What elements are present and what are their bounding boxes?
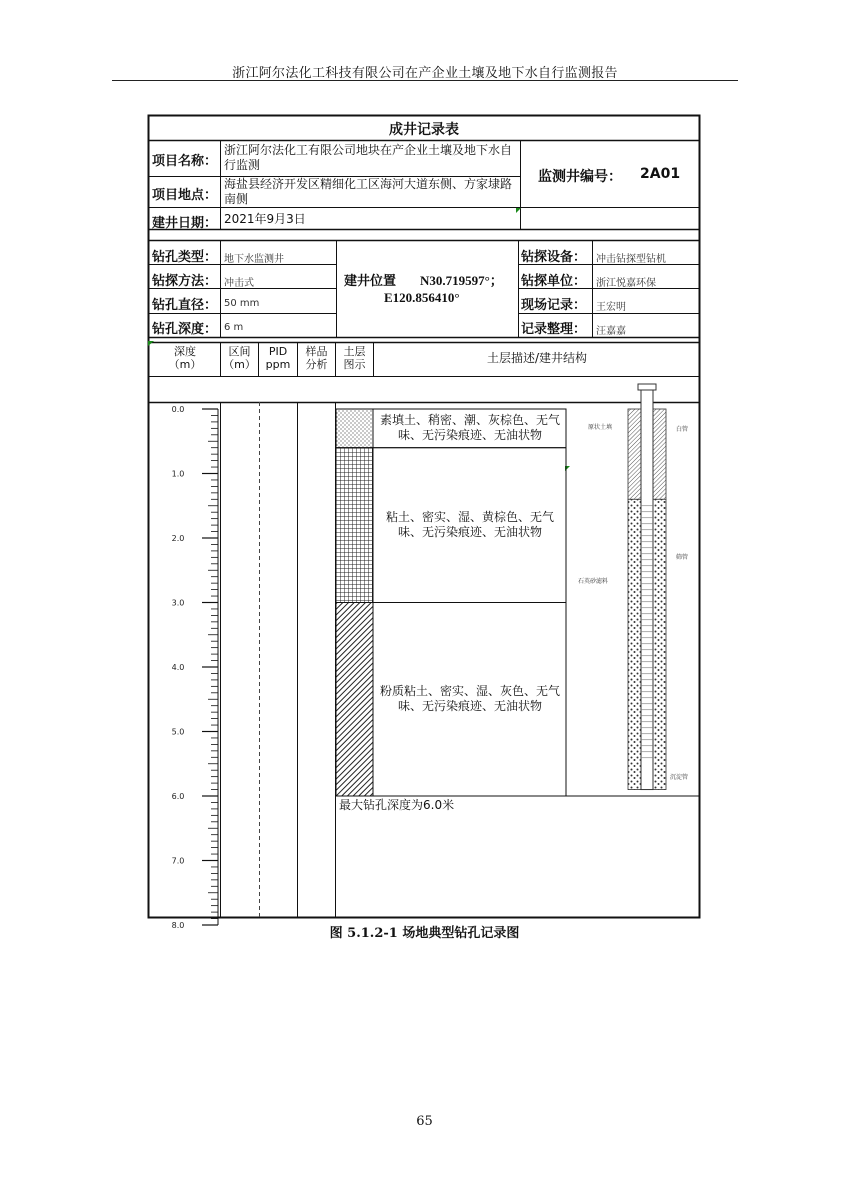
latitude: N30.719597°； [420, 273, 503, 288]
method-label: 钻探方法： [152, 274, 218, 289]
hole-type-label: 钻孔类型： [152, 250, 218, 265]
equipment-label: 钻探设备： [521, 250, 587, 265]
method: 冲击式 [224, 278, 254, 289]
location-label: 建井位置 [344, 274, 397, 289]
col-interval-title: 区间 [228, 345, 251, 358]
depth-tick-label: 4.0 [171, 663, 185, 672]
equipment: 冲击钻探型钻机 [596, 254, 666, 265]
col-interval-unit: （m） [223, 358, 256, 371]
soil-layer-symbol [336, 603, 373, 797]
well-id-label: 监测井编号： [538, 169, 622, 185]
col-pid-title: PID [268, 345, 288, 358]
depth-tick-label: 8.0 [171, 921, 185, 930]
recorder-label: 现场记录： [521, 298, 587, 313]
col-sample-unit: 分析 [305, 358, 328, 371]
depth: 6 m [224, 322, 244, 333]
well-label-filter-sand: 石英砂滤料 [578, 578, 609, 585]
build-date: 2021年9月3日 [224, 212, 306, 226]
col-pid-unit: ppm [265, 358, 291, 371]
well-label-screen: 筛管 [676, 554, 689, 561]
max-depth-note: 最大钻孔深度为6.0米 [339, 798, 455, 812]
soil-layer-description: 粉质粘土、密实、湿、灰色、无气味、无污染痕迹、无油状物 [379, 684, 560, 714]
soil-layer-description: 素填土、稍密、潮、灰棕色、无气味、无污染痕迹、无油状物 [379, 413, 560, 443]
depth-tick-label: 5.0 [171, 727, 185, 737]
soil-layer-symbol [336, 409, 373, 448]
col-sample-title: 样品 [305, 345, 328, 358]
unit: 浙江悦嘉环保 [596, 278, 656, 289]
record-title: 成井记录表 [389, 122, 459, 138]
project-site-label: 项目地点： [152, 188, 218, 203]
soil-layer-description: 粘土、密实、湿、黄棕色、无气味、无污染痕迹、无油状物 [385, 510, 554, 540]
organizer-label: 记录整理： [521, 322, 587, 337]
well-cap [638, 384, 656, 390]
col-layer-title: 土层 [343, 345, 366, 358]
project-name-label: 项目名称： [152, 154, 218, 169]
depth-tick-label: 6.0 [171, 792, 185, 801]
well-label-sump: 沉淀管 [670, 774, 689, 781]
col-depth-title: 深度 [174, 345, 196, 358]
project-site: 海盐县经济开发区精细化工区海河大道东侧、方家埭路南侧 [224, 177, 513, 206]
well-id: 2A01 [640, 166, 681, 182]
recorder: 王宏明 [596, 302, 626, 313]
depth-tick-label: 0.0 [171, 405, 185, 414]
figure-caption: 图 5.1.2-1 场地典型钻孔记录图 [329, 926, 520, 941]
depth-tick-label: 2.0 [171, 534, 185, 543]
page-number: 65 [416, 1114, 433, 1129]
diameter-label: 钻孔直径： [152, 298, 218, 313]
soil-layer-symbol [336, 448, 373, 603]
depth-label: 钻孔深度： [152, 322, 218, 337]
longitude: E120.856410° [384, 290, 460, 305]
organizer: 汪嘉嘉 [596, 326, 626, 337]
unit-label: 钻探单位： [521, 274, 587, 289]
depth-tick-label: 3.0 [171, 598, 185, 608]
well-casing-pipe [641, 384, 653, 790]
report-header: 浙江阿尔法化工科技有限公司在产企业土壤及地下水自行监测报告 [232, 66, 618, 81]
hole-type: 地下水监测井 [224, 254, 284, 265]
project-name: 浙江阿尔法化工有限公司地块在产企业土壤及地下水自行监测 [224, 143, 513, 172]
depth-tick-label: 7.0 [171, 856, 185, 866]
build-date-label: 建井日期： [152, 216, 218, 231]
diameter: 50 mm [224, 298, 260, 309]
well-label-backfill: 原状土填 [588, 424, 613, 431]
well-label-casing: 白管 [676, 426, 689, 433]
col-layer-unit: 图示 [343, 358, 366, 371]
col-depth-unit: （m） [168, 358, 202, 371]
depth-tick-label: 1.0 [171, 469, 185, 479]
col-description-header: 土层描述/建井结构 [486, 351, 588, 365]
